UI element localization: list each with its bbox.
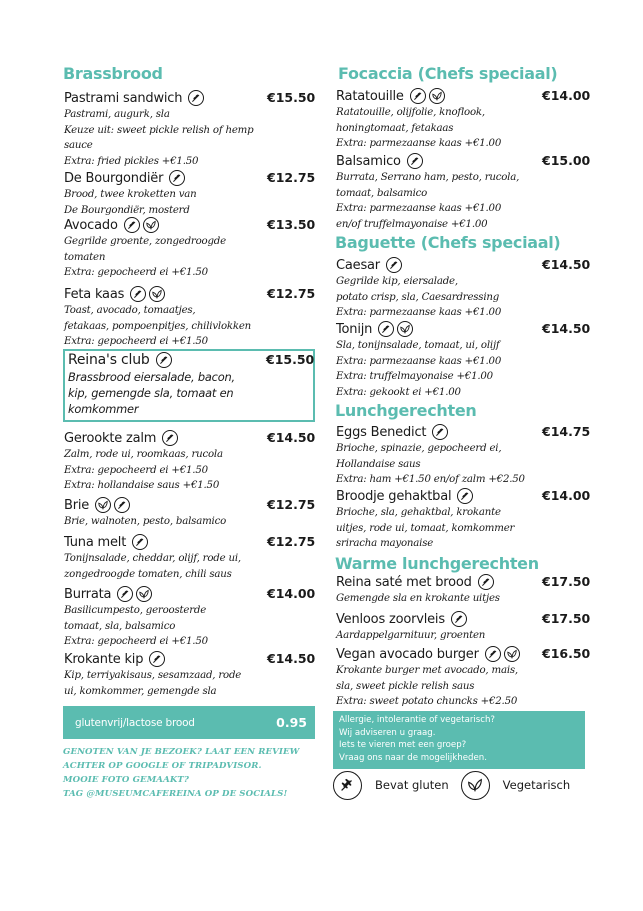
icon-legend — [333, 769, 589, 801]
diet-icons — [169, 170, 185, 186]
menu-item-name: Avocado — [64, 217, 118, 233]
description-line: Brioche, sla, gehaktbal, krokante — [336, 507, 501, 518]
description-line: fetakaas, pompoenpitjes, chilivlokken — [64, 320, 252, 332]
menu-item-burrata — [64, 585, 314, 650]
menu-item-price: €12.75 — [267, 534, 316, 549]
wheat-icon — [451, 611, 467, 627]
menu-item-description — [64, 234, 314, 281]
legend-vegetarian-label: Vegetarisch — [502, 778, 571, 792]
menu-item-description — [68, 369, 312, 417]
wheat-icon — [457, 488, 473, 504]
menu-item-description — [336, 505, 590, 552]
menu-item-name: Pastrami sandwich — [64, 90, 183, 106]
wheat-icon — [117, 586, 133, 602]
menu-item-price: €14.50 — [267, 651, 316, 666]
menu-item-price: €14.50 — [267, 430, 316, 445]
description-line: Extra: parmezaanse kaas +€1.00 — [336, 203, 502, 214]
description-line: Basilicumpesto, geroosterde — [64, 605, 207, 616]
menu-item-price: €14.75 — [542, 424, 591, 439]
description-line: Krokante burger met avocado, mais, — [336, 665, 518, 676]
menu-item-ratatouille — [336, 87, 590, 152]
section-title-brassbrood: Brassbrood — [63, 64, 163, 83]
menu-item-price: €12.75 — [267, 286, 316, 301]
leaf-icon — [461, 771, 490, 800]
menu-item-name: De Bourgondiër — [64, 170, 164, 186]
menu-item-brie — [64, 496, 314, 530]
description-line: Brood, twee kroketten van — [64, 189, 197, 200]
diet-icons — [410, 88, 445, 104]
leaf-icon — [504, 646, 520, 662]
diet-icons — [124, 217, 159, 233]
menu-item-name: Eggs Benedict — [336, 424, 427, 440]
allergy-line: Wij adviseren u graag. — [339, 727, 436, 738]
description-line: Tonijnsalade, cheddar, olijf, rode ui, — [64, 553, 241, 564]
section-title-focaccia-chefs-speciaal: Focaccia (Chefs speciaal) — [338, 64, 558, 83]
description-line: sriracha mayonaise — [336, 538, 434, 549]
diet-icons — [132, 534, 148, 550]
diet-icons — [386, 257, 402, 273]
allergy-line: Allergie, intolerantie of vegetarisch? — [339, 715, 495, 725]
description-line: Extra: ham +€1.50 en/of zalm +€2.50 — [336, 474, 525, 485]
menu-item-name: Venloos zoorvleis — [336, 611, 445, 627]
description-line: zongedroogde tomaten, chili saus — [64, 568, 232, 580]
description-line: Extra: parmezaanse kaas +€1.00 — [336, 307, 502, 318]
menu-item-description — [64, 551, 314, 582]
menu-item-name: Balsamico — [336, 153, 401, 169]
wheat-icon — [333, 771, 362, 800]
description-line: tomaten — [64, 251, 106, 263]
menu-item-name: Reina saté met brood — [336, 574, 472, 590]
description-line: en/of truffelmayonaise +€1.00 — [336, 218, 488, 230]
description-line: Burrata, Serrano ham, pesto, rucola, — [336, 172, 520, 183]
menu-item-description — [336, 663, 590, 710]
description-line: uitjes, rode ui, tomaat, komkommer — [336, 522, 515, 534]
review-line: GENOTEN VAN JE BEZOEK? LAAT EEN REVIEW — [63, 747, 300, 757]
menu-item-gerookte-zalm — [64, 429, 314, 494]
menu-item-description — [64, 514, 314, 530]
description-line: Brassbrood eiersalade, bacon, — [68, 370, 235, 384]
menu-item-price: €15.50 — [266, 352, 315, 367]
description-line: ui, komkommer, gemengde sla — [64, 685, 217, 697]
description-line: Brioche, spinazie, gepocheerd ei, — [336, 443, 502, 454]
menu-item-price: €15.00 — [542, 153, 591, 168]
menu-item-price: €14.00 — [542, 488, 591, 503]
description-line: Gemengde sla en krokante uitjes — [336, 593, 500, 604]
wheat-icon — [132, 534, 148, 550]
description-line: tomaat, balsamico — [336, 187, 428, 199]
menu-item-eggs-benedict — [336, 423, 590, 488]
menu-item-description — [336, 591, 590, 607]
description-line: kip, gemengde sla, tomaat en — [68, 386, 234, 400]
description-line: tomaat, sla, balsamico — [64, 620, 176, 632]
menu-item-description — [336, 105, 590, 152]
menu-item-caesar — [336, 256, 590, 321]
description-line: Extra: gepocheerd ei +€1.50 — [64, 464, 208, 476]
description-line: Extra: hollandaise saus +€1.50 — [64, 480, 220, 491]
description-line: Pastrami, augurk, sla — [64, 109, 170, 120]
wheat-icon — [485, 646, 501, 662]
menu-item-name: Tonijn — [336, 321, 373, 337]
menu-item-name: Vegan avocado burger — [336, 646, 479, 662]
description-line: Extra: gepocheerd ei +€1.50 — [64, 636, 208, 647]
wheat-icon — [386, 257, 402, 273]
menu-item-tonijn — [336, 320, 590, 400]
diet-icons — [117, 586, 152, 602]
description-line: Extra: parmezaanse kaas +€1.00 — [336, 138, 502, 149]
menu-item-price: €14.00 — [542, 88, 591, 103]
wheat-icon — [156, 352, 172, 368]
section-title-lunchgerechten: Lunchgerechten — [335, 401, 477, 420]
diet-icons — [149, 651, 165, 667]
menu-item-price: €15.50 — [267, 90, 316, 105]
description-line: sauce — [64, 140, 93, 151]
gluten-free-price: 0.95 — [276, 715, 307, 730]
diet-icons — [188, 90, 204, 106]
menu-item-de-bourgondi-r — [64, 169, 314, 218]
description-line: Extra: sweet potato chuncks +€2.50 — [336, 696, 518, 707]
legend-gluten-label: Bevat gluten — [375, 778, 449, 792]
menu-item-reina-sat-met-brood — [336, 573, 590, 607]
menu-item-description — [336, 338, 590, 400]
leaf-icon — [149, 286, 165, 302]
leaf-icon — [429, 88, 445, 104]
allergy-line: Vraag ons naar de mogelijkheden. — [339, 752, 487, 763]
menu-item-price: €17.50 — [542, 574, 591, 589]
description-line: Extra: gepocheerd ei +€1.50 — [64, 336, 208, 347]
menu-item-venloos-zoorvleis — [336, 610, 590, 644]
menu-item-price: €14.50 — [542, 257, 591, 272]
description-line: De Bourgondiër, mosterd — [64, 204, 190, 216]
menu-item-description — [64, 603, 314, 650]
description-line: Brie, walnoten, pesto, balsamico — [64, 516, 227, 527]
description-line: Extra: gepocheerd ei +€1.50 — [64, 267, 208, 278]
menu-item-price: €12.75 — [267, 497, 316, 512]
menu-item-name: Broodje gehaktbal — [336, 488, 452, 504]
menu-item-description — [64, 187, 314, 218]
leaf-icon — [95, 497, 111, 513]
menu-item-price: €14.00 — [267, 586, 316, 601]
menu-item-name: Caesar — [336, 257, 380, 273]
wheat-icon — [149, 651, 165, 667]
section-title-warme-lunchgerechten: Warme lunchgerechten — [335, 554, 539, 573]
menu-item-name: Feta kaas — [64, 286, 125, 302]
description-line: komkommer — [68, 402, 139, 416]
menu-item-description — [64, 447, 314, 494]
menu-item-description — [336, 628, 590, 644]
review-line: MOOIE FOTO GEMAAKT? — [63, 775, 190, 785]
menu-item-balsamico — [336, 152, 590, 232]
menu-item-krokante-kip — [64, 650, 314, 699]
menu-item-vegan-avocado-burger — [336, 645, 590, 710]
description-line: Zalm, rode ui, roomkaas, rucola — [64, 449, 223, 460]
diet-icons — [485, 646, 520, 662]
menu-item-name: Krokante kip — [64, 651, 144, 667]
menu-item-description — [64, 303, 314, 350]
description-line: Kip, terriyakisaus, sesamzaad, rode — [64, 670, 242, 681]
review-line: ACHTER OP GOOGLE OF TRIPADVISOR. — [63, 761, 262, 771]
menu-item-price: €12.75 — [267, 170, 316, 185]
wheat-icon — [114, 497, 130, 513]
wheat-icon — [169, 170, 185, 186]
description-line: Gegrilde groente, zongedroogde — [64, 236, 226, 247]
menu-item-name: Tuna melt — [64, 534, 127, 550]
gluten-free-option — [63, 706, 315, 739]
description-line: Aardappelgarnituur, groenten — [336, 630, 486, 641]
menu-item-name: Gerookte zalm — [64, 430, 157, 446]
menu-item-description — [336, 441, 590, 488]
diet-icons — [432, 424, 448, 440]
diet-icons — [457, 488, 473, 504]
description-line: Extra: fried pickles +€1.50 — [64, 155, 199, 167]
diet-icons — [162, 430, 178, 446]
review-callout — [63, 745, 315, 801]
menu-item-pastrami-sandwich — [64, 89, 314, 169]
description-line: sla, sweet pickle relish saus — [336, 680, 475, 692]
wheat-icon — [407, 153, 423, 169]
menu-item-price: €16.50 — [542, 646, 591, 661]
description-line: honingtomaat, fetakaas — [336, 122, 454, 134]
menu-item-feta-kaas — [64, 285, 314, 350]
leaf-icon — [143, 217, 159, 233]
diet-icons — [378, 321, 413, 337]
diet-icons — [478, 574, 494, 590]
wheat-icon — [378, 321, 394, 337]
menu-item-price: €17.50 — [542, 611, 591, 626]
allergy-notice — [333, 711, 585, 769]
diet-icons — [95, 497, 130, 513]
wheat-icon — [188, 90, 204, 106]
description-line: Hollandaise saus — [336, 458, 421, 470]
leaf-icon — [397, 321, 413, 337]
menu-item-name: Reina's club — [68, 352, 150, 368]
menu-item-description — [64, 107, 314, 169]
diet-icons — [130, 286, 165, 302]
description-line: Ratatouille, olijfolie, knoflook, — [336, 107, 485, 118]
description-line: potato crisp, sla, Caesardressing — [336, 291, 500, 303]
wheat-icon — [410, 88, 426, 104]
menu-item-name: Ratatouille — [336, 88, 404, 104]
description-line: Extra: parmezaanse kaas +€1.00 — [336, 355, 502, 367]
description-line: Keuze uit: sweet pickle relish of hemp — [64, 124, 254, 136]
menu-item-price: €14.50 — [542, 321, 591, 336]
menu-item-price: €13.50 — [267, 217, 316, 232]
menu-item-name: Burrata — [64, 586, 112, 602]
wheat-icon — [432, 424, 448, 440]
diet-icons — [451, 611, 467, 627]
description-line: Extra: truffelmayonaise +€1.00 — [336, 371, 493, 382]
menu-item-avocado — [64, 216, 314, 281]
menu-item-description — [336, 170, 590, 232]
wheat-icon — [130, 286, 146, 302]
description-line: Sla, tonijnsalade, tomaat, ui, olijf — [336, 340, 500, 351]
menu-item-reina-s-club — [68, 351, 315, 417]
menu-item-broodje-gehaktbal — [336, 487, 590, 552]
menu-item-description — [64, 668, 314, 699]
menu-item-description — [336, 274, 590, 321]
diet-icons — [156, 352, 172, 368]
menu-item-tuna-melt — [64, 533, 314, 582]
description-line: Gegrilde kip, eiersalade, — [336, 276, 458, 287]
leaf-icon — [136, 586, 152, 602]
wheat-icon — [162, 430, 178, 446]
allergy-line: Iets te vieren met een groep? — [339, 740, 467, 750]
wheat-icon — [124, 217, 140, 233]
description-line: Toast, avocado, tomaatjes, — [64, 305, 196, 316]
review-line: TAG @MUSEUMCAFEREINA OP DE SOCIALS! — [63, 789, 288, 799]
menu-item-name: Brie — [64, 497, 90, 513]
diet-icons — [407, 153, 423, 169]
section-title-baguette-chefs-speciaal: Baguette (Chefs speciaal) — [335, 233, 561, 252]
description-line: Extra: gekookt ei +€1.00 — [336, 386, 461, 398]
wheat-icon — [478, 574, 494, 590]
gluten-free-label: glutenvrij/lactose brood — [75, 716, 195, 729]
